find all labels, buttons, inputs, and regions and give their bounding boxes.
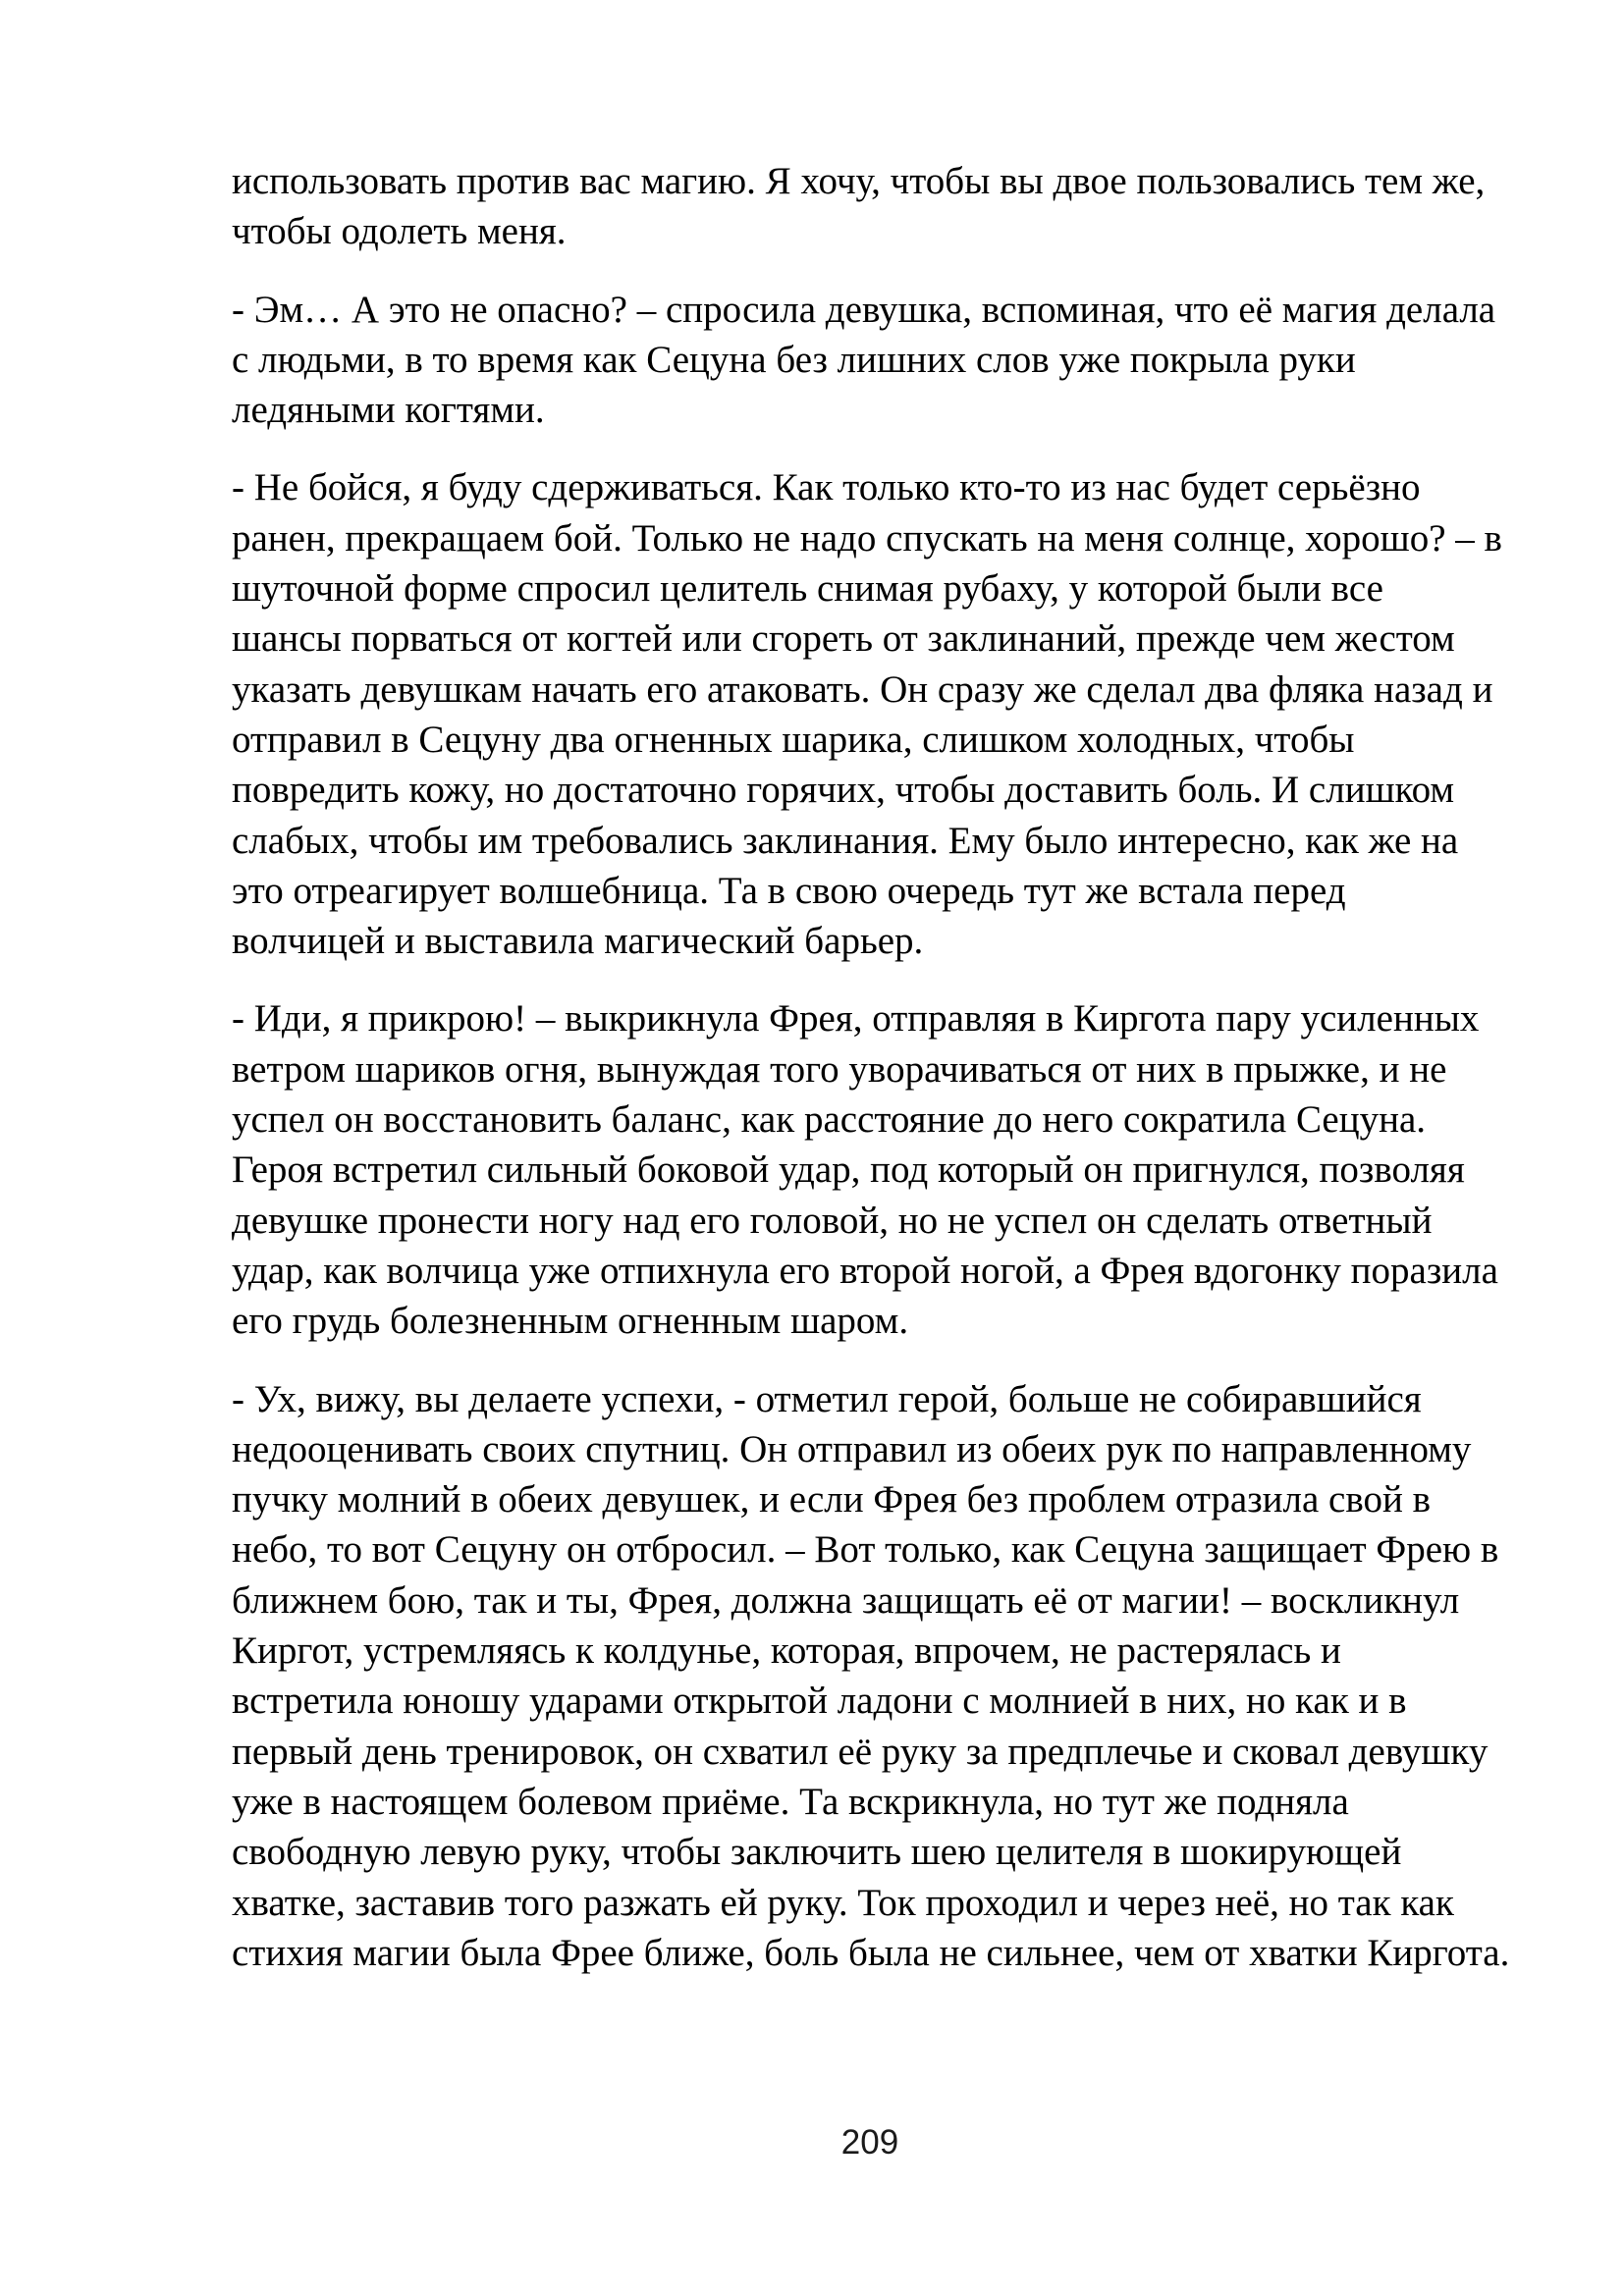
text-line: - Эм… А это не опасно? – спросила девушка, вспоминая, что её магия делала [232,288,1496,331]
text-line: его грудь болезненным огненным шаром. [232,1300,909,1343]
text-line: удар, как волчица уже отпихнула его второй ногой, а Фрея вдогонку поразила [232,1249,1498,1292]
text-line: свободную левую руку, чтобы заключить шею целителя в шокирующей [232,1831,1402,1874]
text-line: ранен, прекращаем бой. Только не надо спускать на меня солнце, хорошо? – в [232,516,1502,560]
text-line: это отреагирует волшебница. Та в свою очередь тут же встала перед [232,869,1346,912]
text-line: недооценивать своих спутниц. Он отправил из обеих рук по направленному [232,1427,1472,1470]
text-line: использовать против вас магию. Я хочу, чтобы вы двое пользовались тем же, [232,160,1486,202]
page-footer [232,2123,1508,2163]
text-line: - Не бойся, я буду сдерживаться. Как только кто-то из нас будет серьёзно [232,466,1421,509]
text-line: встретила юношу ударами открытой ладони с молнией в них, но как и в [232,1680,1407,1723]
text-line: чтобы одолеть меня. [232,210,567,253]
paragraph [232,993,1516,1346]
text-line: Киргот, устремляясь к колдунье, которая, впрочем, не растерялась и [232,1629,1341,1673]
text-line: слабых, чтобы им требовались заклинания. Ему было интересно, как же на [232,819,1459,862]
text-line: небо, то вот Сецуну он отбросил. – Вот только, как Сецуна защищает Фрею в [232,1528,1499,1572]
text-line: уже в настоящем болевом приёме. Та вскрикнула, но тут же подняла [232,1780,1349,1823]
text-line: хватке, заставив того разжать ей руку. Ток проходил и через неё, но так как [232,1881,1454,1924]
text-line: Героя встретил сильный боковой удар, под который он пригнулся, позволяя [232,1148,1465,1192]
text-line: ветром шариков огня, вынуждая того уворачиваться от них в прыжке, и не [232,1047,1447,1091]
text-line: отправил в Сецуну два огненных шарика, слишком холодных, чтобы [232,718,1355,761]
text-line: шансы порваться от когтей или сгореть от заклинаний, прежде чем жестом [232,617,1455,661]
text-block [232,156,1516,2005]
text-line: с людьми, в то время как Сецуна без лишних слов уже покрыла руки [232,338,1356,381]
text-line: стихия магии была Фрее ближе, боль была не сильнее, чем от хватки Киргота. [232,1931,1510,1974]
text-line: повредить кожу, но достаточно горячих, чтобы доставить боль. И слишком [232,769,1455,812]
text-line: ближнем бою, так и ты, Фрея, должна защищать её от магии! – воскликнул [232,1578,1460,1622]
page-number: 209 [840,2123,899,2162]
text-line: первый день тренировок, он схватил её руку за предплечье и сковал девушку [232,1730,1489,1773]
text-line: девушке пронести ногу над его головой, но не успел он сделать ответный [232,1199,1433,1242]
text-line: успел он восстановить баланс, как расстояние до него сократила Сецуна. [232,1098,1427,1142]
paragraph [232,1374,1516,1979]
text-line: шуточной форме спросил целитель снимая рубаху, у которой были все [232,567,1383,611]
text-line: волчицей и выставила магический барьер. [232,920,924,963]
text-line: - Ух, вижу, вы делаете успехи, - отметил герой, больше не собиравшийся [232,1377,1422,1420]
paragraph [232,462,1516,966]
paragraph [232,156,1516,257]
text-line: - Иди, я прикрою! – выкрикнула Фрея, отправляя в Киргота пару усиленных [232,997,1480,1041]
text-line: пучку молний в обеих девушек, и если Фрея без проблем отразила свой в [232,1478,1431,1522]
text-line: указать девушкам начать его атаковать. Он сразу же сделал два фляка назад и [232,667,1493,711]
paragraph [232,285,1516,436]
text-line: ледяными когтями. [232,389,545,432]
